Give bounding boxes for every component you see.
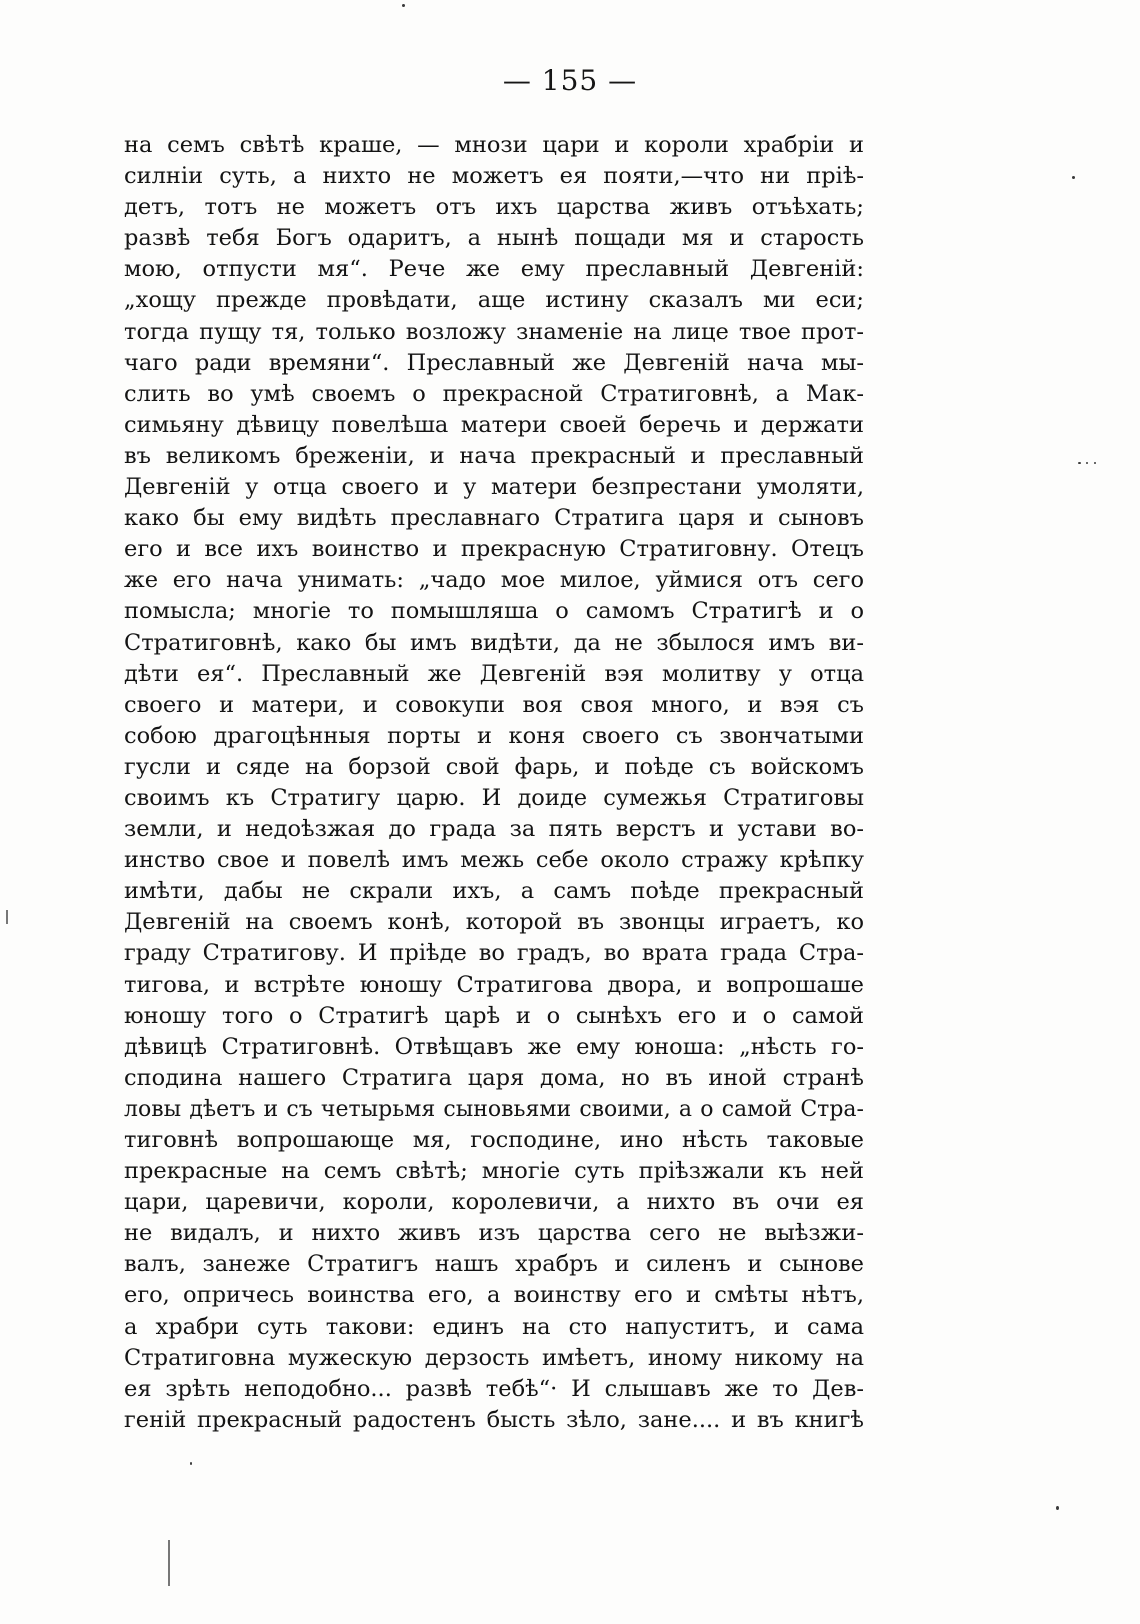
text-line: имѣти, дабы не скрали ихъ, а самъ поѣде прекрасный	[124, 878, 864, 905]
text-line: помысла; многіе то помышляша о самомъ Стратигѣ и о	[124, 598, 864, 625]
text-line: юношу того о Стратигѣ царѣ и о сынѣхъ его и о самой	[124, 1002, 864, 1029]
text-line: въ великомъ бреженіи, и нача прекрасный и преславный	[124, 442, 864, 469]
text-line: Стратиговнѣ, како бы имъ видѣти, да не збылося имъ ви-	[124, 629, 864, 656]
text-line: слить во умѣ своемъ о прекрасной Стратиговнѣ, а Мак-	[124, 380, 864, 407]
text-line: тиговнѣ вопрошающе мя, господине, ино нѣсть таковые	[124, 1127, 864, 1153]
text-line: ловы дѣетъ и съ четырьмя сыновьями своими, а о самой Стра-	[124, 1096, 864, 1122]
text-line: развѣ тебя Богъ одаритъ, а нынѣ пощади мя и старость	[124, 225, 864, 252]
text-line: како бы ему видѣть преславнаго Стратига царя и сыновъ	[124, 505, 864, 532]
text-line: гусли и сяде на борзой свой фарь, и поѣде съ войскомъ	[124, 753, 864, 780]
text-line: симьяну дѣвицу повелѣша матери своей беречь и держати	[124, 411, 864, 438]
text-line: а храбри суть такови: единъ на сто напуститъ, и сама	[124, 1313, 864, 1340]
text-line: чаго ради времяни“. Преславный же Девгеній нача мы-	[124, 349, 864, 376]
scan-speck	[190, 1462, 192, 1465]
text-line: своего и матери, и совокупи воя своя много, и вэя съ	[124, 691, 864, 718]
text-line: граду Стратигову. И пріѣде во градъ, во врата града Стра-	[124, 940, 864, 967]
text-line: цари, царевичи, короли, королевичи, а нихто въ очи ея	[124, 1189, 864, 1216]
text-line: дѣти ея“. Преславный же Девгеній вэя молитву у отца	[124, 660, 864, 687]
text-line: Стратиговна мужескую дерзость имѣетъ, иному никому на	[124, 1344, 864, 1371]
text-line: инство свое и повелѣ имъ межь себе около стражу крѣпку	[124, 847, 864, 874]
page-number: — 155 —	[502, 64, 638, 97]
text-line: земли, и недоѣзжая до града за пять верстъ и устави во-	[124, 816, 864, 843]
text-line: его и все ихъ воинство и прекрасную Стратиговну. Отецъ	[124, 536, 864, 563]
text-line: силніи суть, а нихто не можетъ ея пояти,—что ни пріѣ-	[124, 163, 864, 190]
scan-speck	[1094, 462, 1096, 464]
scan-speck	[1056, 1506, 1059, 1510]
text-line: мою, отпусти мя“. Рече же ему преславный Девгеній:	[124, 256, 864, 283]
text-line: тогда пущу тя, только возложу знаменіе на лице твое прот-	[124, 318, 864, 345]
page-body-text	[124, 130, 864, 1436]
text-line: прекрасные на семъ свѣтѣ; многіе суть пріѣзжали къ ней	[124, 1158, 864, 1185]
scan-speck	[1086, 462, 1088, 464]
text-line: ея зрѣть неподобно... развѣ тебѣ“· И слышавъ же то Дев-	[124, 1375, 864, 1402]
scan-speck	[1072, 176, 1075, 179]
text-line: его, опричесь воинства его, а воинству его и смѣты нѣтъ,	[124, 1282, 864, 1309]
text-line: на семъ свѣтѣ краше, — мнози цари и короли храбріи и	[124, 132, 864, 158]
text-line: сподина нашего Стратига царя дома, но въ иной странѣ	[124, 1064, 864, 1091]
text-line: валъ, занеже Стратигъ нашъ храбръ и силенъ и сынове	[124, 1251, 864, 1278]
text-line: же его нача унимать: „чадо мое милое, уймися отъ сего	[124, 567, 864, 594]
scan-mark	[168, 1540, 170, 1586]
text-line: Девгеній у отца своего и у матери безпрестани умоляти,	[124, 474, 864, 501]
text-line: собою драгоцѣнныя порты и коня своего съ звончатыми	[124, 722, 864, 749]
text-line: Девгеній на своемъ конѣ, которой въ звонцы играетъ, ко	[124, 909, 864, 936]
scan-speck	[402, 4, 405, 7]
text-line: детъ, тотъ не можетъ отъ ихъ царства живъ отъѣхать;	[124, 194, 864, 221]
text-line: геній прекрасный радостенъ бысть зѣло, зане.... и въ книгѣ	[124, 1406, 864, 1433]
scan-speck	[1078, 462, 1081, 464]
text-line: тигова, и встрѣте юношу Стратигова двора, и вопрошаше	[124, 971, 864, 998]
text-line: „хощу прежде провѣдати, аще истину сказалъ ми еси;	[124, 287, 864, 314]
text-line: своимъ къ Стратигу царю. И доиде сумежья Стратиговы	[124, 784, 864, 811]
text-line: не видалъ, и нихто живъ изъ царства сего не выѣзжи-	[124, 1220, 864, 1247]
scan-mark	[6, 910, 8, 924]
text-line: дѣвицѣ Стратиговнѣ. Отвѣщавъ же ему юноша: „нѣсть го-	[124, 1033, 864, 1060]
